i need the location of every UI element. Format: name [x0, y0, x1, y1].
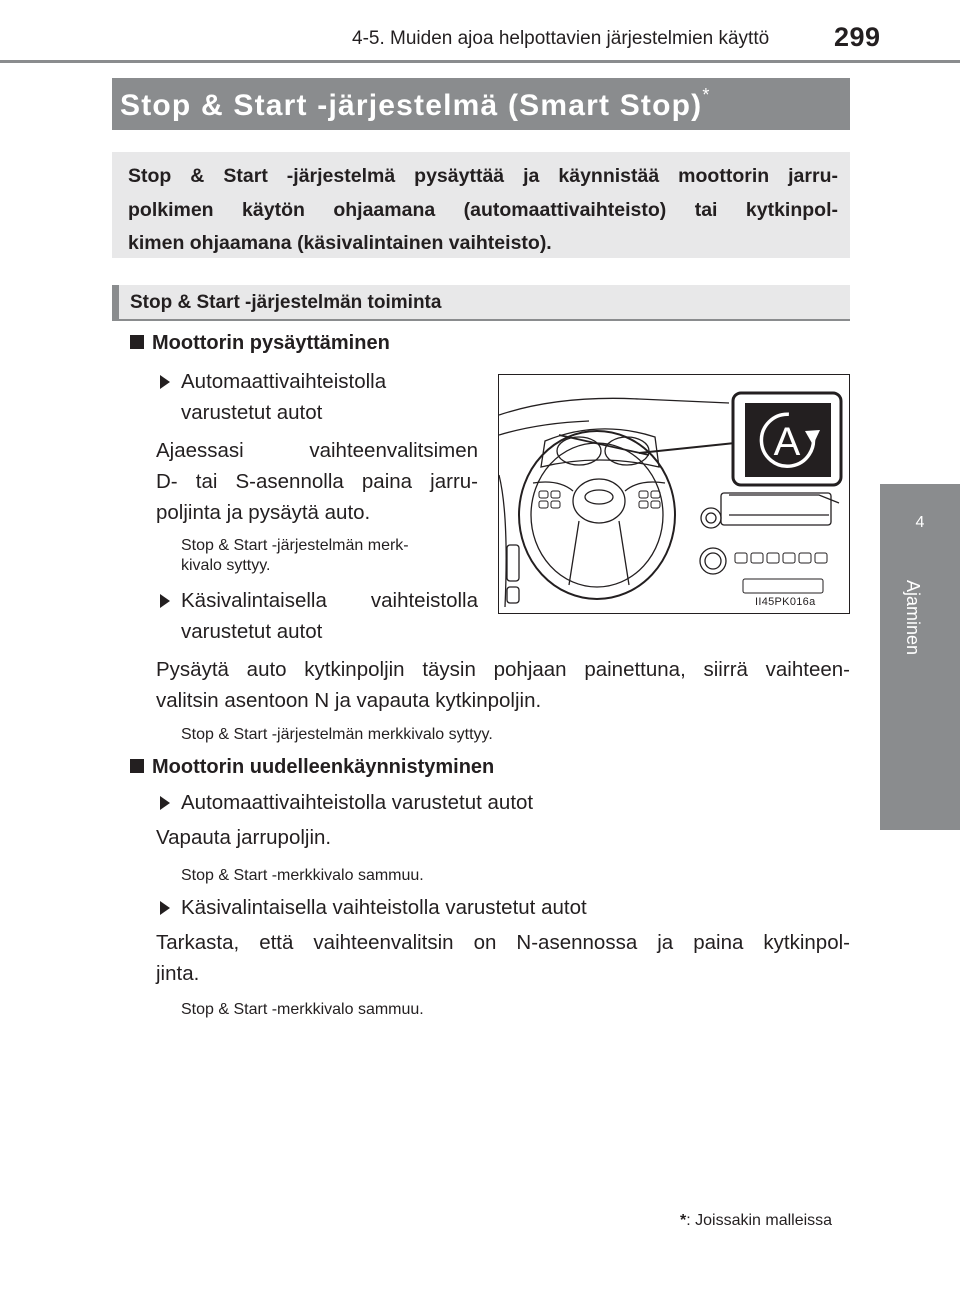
- chapter-tab: [880, 484, 960, 830]
- manual-label: Käsivalintaisella vaihteistolla varustetut autot: [181, 589, 478, 643]
- triangle-bullet-icon: [160, 375, 170, 389]
- restart-auto-note: Stop & Start -merkkivalo sammuu.: [181, 867, 424, 884]
- restart-manual-label: Käsivalintaisella vaihteistolla varustetut autot: [181, 896, 587, 919]
- section-heading: Stop & Start -järjestelmän toiminta: [130, 292, 442, 313]
- figure-code: II45PK016a: [755, 596, 816, 608]
- dashboard-drawing: [499, 375, 849, 613]
- manual-stop-text: Pysäytä auto kytkinpoljin täysin pohjaan painettuna, siirrä vaihteen- valitsin asentoon N ja vapauta kytkinpoljin.: [156, 658, 850, 712]
- triangle-bullet-icon: [160, 796, 170, 810]
- page-number: 299: [834, 22, 881, 52]
- chapter-label: Ajaminen: [903, 580, 923, 656]
- stopping-heading: Moottorin pysäyttäminen: [130, 332, 390, 355]
- restart-manual-text: Tarkasta, että vaihteenvalitsin on N-asennossa ja paina kytkinpol- jinta.: [156, 931, 850, 985]
- footnote: *: Joissakin malleissa: [680, 1212, 833, 1229]
- triangle-bullet-icon: [160, 594, 170, 608]
- section-heading-accent: [112, 285, 119, 321]
- restart-manual-note: Stop & Start -merkkivalo sammuu.: [181, 1001, 424, 1018]
- manual-stop-note: Stop & Start -järjestelmän merkkivalo syttyy.: [181, 726, 493, 743]
- auto-stop-text: Ajaessasi vaihteenvalitsimen D- tai S-asennolla paina jarru- poljinta ja pysäytä auto.: [156, 439, 478, 524]
- dashboard-illustration: [498, 374, 850, 614]
- section-breadcrumb: 4-5. Muiden ajoa helpottavien järjestelmien käyttö: [352, 28, 770, 49]
- intro-text: Stop & Start -järjestelmä pysäyttää ja käynnistää moottorin jarru- polkimen käytön ohjaamana (automaattivaihteisto) tai kytkinpol- kimen ohjaamana (käsivalintainen vaihteisto).: [128, 165, 838, 254]
- page-title: Stop & Start -järjestelmä (Smart Stop)*: [120, 85, 711, 122]
- restart-auto-text: Vapauta jarrupoljin.: [156, 826, 332, 849]
- chapter-number: 4: [915, 514, 925, 531]
- asterisk-mark: *: [702, 85, 711, 105]
- square-bullet-icon: [130, 335, 144, 349]
- square-bullet-icon: [130, 759, 144, 773]
- triangle-bullet-icon: [160, 901, 170, 915]
- icon-letter: A: [773, 420, 801, 464]
- auto-label: Automaattivaihteistolla varustetut autot: [181, 370, 387, 424]
- restarting-heading: Moottorin uudelleenkäynnistyminen: [130, 756, 494, 779]
- auto-stop-note: Stop & Start -järjestelmän merk- kivalo syttyy.: [181, 537, 409, 574]
- footnote-mark: *: [680, 1212, 687, 1229]
- header-rule: [0, 60, 960, 63]
- restart-auto-label: Automaattivaihteistolla varustetut autot: [181, 791, 534, 814]
